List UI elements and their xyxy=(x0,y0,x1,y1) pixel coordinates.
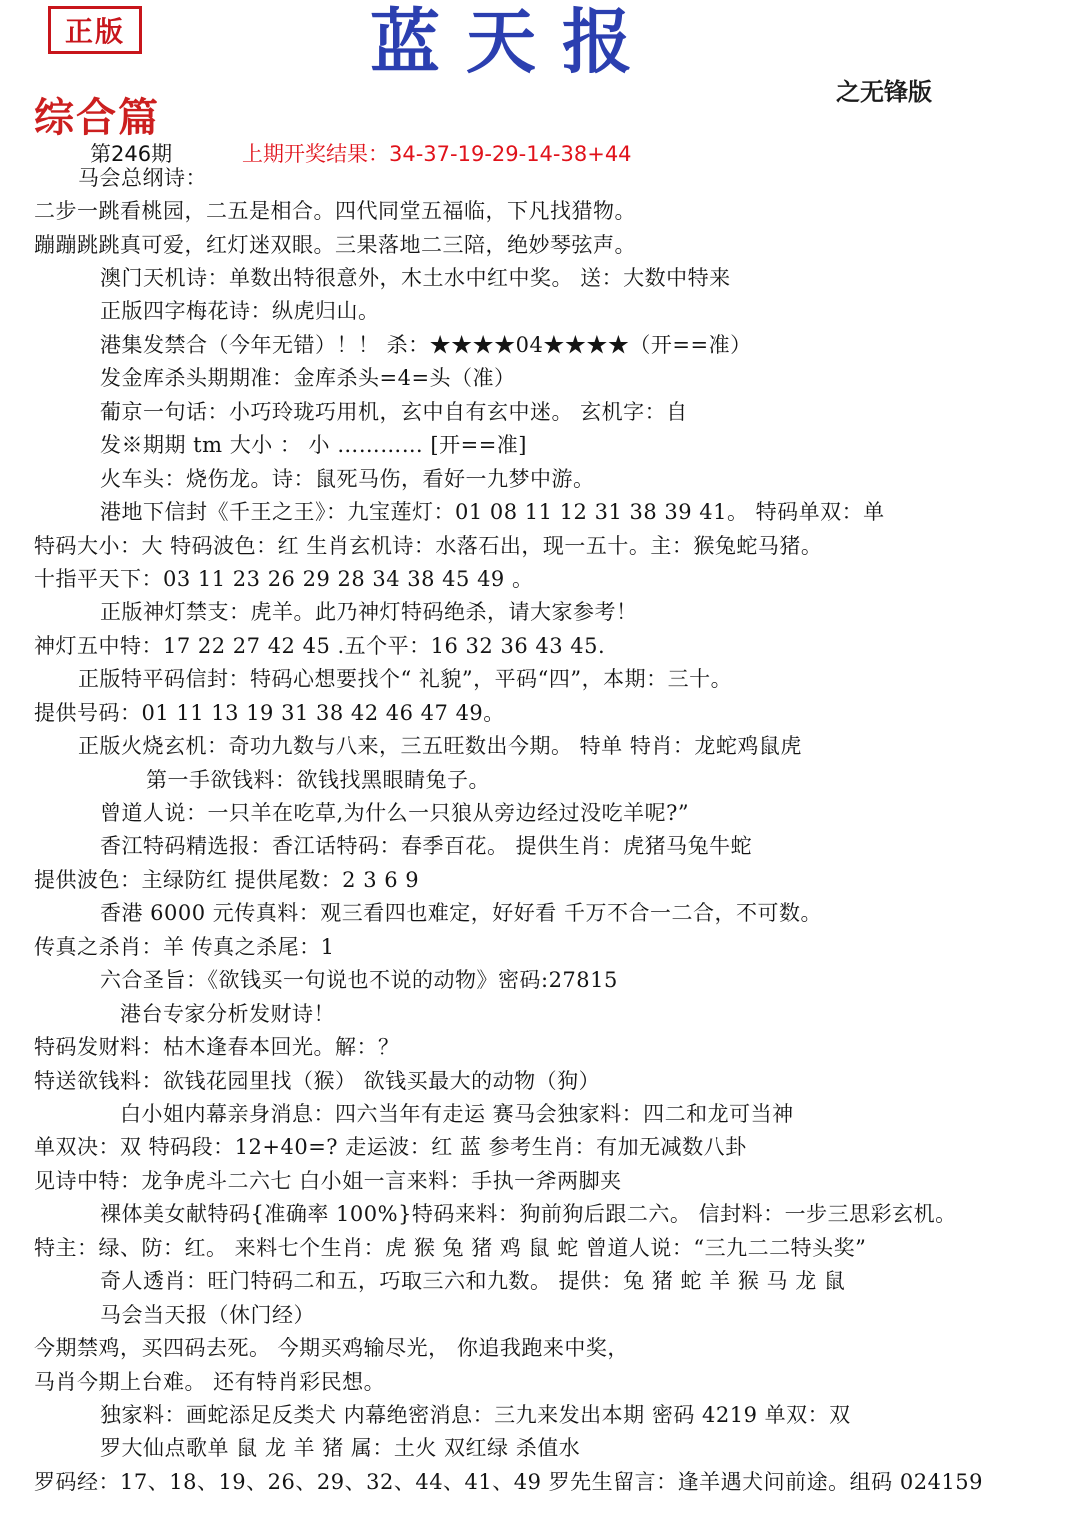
text-line: 马会当天报（休门经） xyxy=(100,1303,315,1327)
text-line: 正版神灯禁支：虎羊。此乃神灯特码绝杀，请大家参考！ xyxy=(100,600,638,624)
text-line: 正版四字梅花诗：纵虎归山。 xyxy=(100,299,380,323)
text-line: 澳门天机诗：单数出特很意外，木土水中红中奖。 送：大数中特来 xyxy=(100,266,731,290)
issue-number: 第246期 xyxy=(90,142,173,166)
text-line: 发金库杀头期期准：金库杀头=4=头（准） xyxy=(100,366,516,390)
text-line: 第一手欲钱料：欲钱找黑眼睛兔子。 xyxy=(146,768,490,792)
text-line: 港集发禁合（今年无错）！！ 杀：★★★★04★★★★（开==准） xyxy=(100,333,752,357)
text-line: 火车头：烧伤龙。诗：鼠死马伤，看好一九梦中游。 xyxy=(100,467,595,491)
text-line: 六合圣旨：《欲钱买一句说也不说的动物》密码:27815 xyxy=(100,968,618,992)
text-line: 单双决：双 特码段：12+40=? 走运波：红 蓝 参考生肖：有加无减数八卦 xyxy=(34,1135,747,1159)
text-line: 蹦蹦跳跳真可爱，红灯迷双眼。三果落地二三陪，绝妙琴弦声。 xyxy=(34,233,636,257)
section-title: 综合篇 xyxy=(34,94,160,141)
text-line: 见诗中特：龙争虎斗二六七 白小姐一言来料：手执一斧两脚夹 xyxy=(34,1169,622,1193)
text-line: 神灯五中特：17 22 27 42 45 .五个平：16 32 36 43 45. xyxy=(34,634,606,658)
edition-label: 之无锋版 xyxy=(836,77,932,106)
text-line: 裸体美女献特码{准确率 100%}特码来料：狗前狗后跟二六。 信封料：一步三思彩玄机。 xyxy=(100,1202,957,1226)
text-line: 今期禁鸡，买四码去死。 今期买鸡输尽光， 你追我跑来中奖， xyxy=(34,1336,629,1360)
text-line: 二步一跳看桃园，二五是相合。四代同堂五福临，下凡找猎物。 xyxy=(34,199,636,223)
text-line: 港台专家分析发财诗！ xyxy=(120,1002,335,1026)
text-line: 特送欲钱料：欲钱花园里找（猴） 欲钱买最大的动物（狗） xyxy=(34,1069,601,1093)
masthead-title: 蓝天报 xyxy=(370,0,658,83)
text-line: 马肖今期上台难。 还有特肖彩民想。 xyxy=(34,1370,386,1394)
text-line: 曾道人说：一只羊在吃草,为什么一只狼从旁边经过没吃羊呢?” xyxy=(100,801,690,825)
genuine-stamp: 正版 xyxy=(48,6,142,54)
text-line: 独家料：画蛇添足反类犬 内幕绝密消息：三九来发出本期 密码 4219 单双：双 xyxy=(100,1403,851,1427)
text-line: 葡京一句话：小巧玲珑巧用机，玄中自有玄中迷。 玄机字：自 xyxy=(100,400,688,424)
text-line: 传真之杀肖：羊 传真之杀尾：1 xyxy=(34,935,335,959)
text-line: 香港 6000 元传真料：观三看四也难定，好好看 千万不合一二合，不可数。 xyxy=(100,901,822,925)
text-line: 罗大仙点歌单 鼠 龙 羊 猪 属：土火 双红绿 杀值水 xyxy=(100,1436,581,1460)
text-line: 正版火烧玄机：奇功九数与八来，三五旺数出今期。 特单 特肖：龙蛇鸡鼠虎 xyxy=(78,734,802,758)
text-line: 十指平天下：03 11 23 26 29 28 34 38 45 49 。 xyxy=(34,567,534,591)
text-line: 正版特平码信封：特码心想要找个“ 礼貌”，平码“四”，本期：三十。 xyxy=(78,667,733,691)
text-line: 白小姐内幕亲身消息：四六当年有走运 赛马会独家料：四二和龙可当神 xyxy=(120,1102,794,1126)
text-line: 特码大小：大 特码波色：红 生肖玄机诗：水落石出，现一五十。主：猴兔蛇马猪。 xyxy=(34,534,823,558)
text-line: 香江特码精选报：香江话特码：春季百花。 提供生肖：虎猪马兔牛蛇 xyxy=(100,834,753,858)
text-line: 马会总纲诗： xyxy=(78,166,207,190)
text-line: 特码发财料：枯木逢春本回光。解：？ xyxy=(34,1035,400,1059)
text-line: 发※期期 tm 大小 ： 小 ………… [开==准] xyxy=(100,433,527,457)
text-line: 罗码经：17、18、19、26、29、32、44、41、49 罗先生留言：逢羊遇犬问前途。组码 024159 xyxy=(34,1470,984,1494)
text-line: 提供号码：01 11 13 19 31 38 42 46 47 49。 xyxy=(34,701,505,725)
last-draw-result: 上期开奖结果：34-37-19-29-14-38+44 xyxy=(242,142,632,166)
text-line: 港地下信封《千王之王》：九宝莲灯：01 08 11 12 31 38 39 41。 特码单双：单 xyxy=(100,500,885,524)
text-line: 提供波色：主绿防红 提供尾数：2 3 6 9 xyxy=(34,868,420,892)
text-line: 奇人透肖：旺门特码二和五，巧取三六和九数。 提供：兔 猪 蛇 羊 猴 马 龙 鼠 xyxy=(100,1269,846,1293)
text-line: 特主：绿、防：红。 来料七个生肖：虎 猴 兔 猪 鸡 鼠 蛇 曾道人说：“三九二二特头奖” xyxy=(34,1236,867,1260)
